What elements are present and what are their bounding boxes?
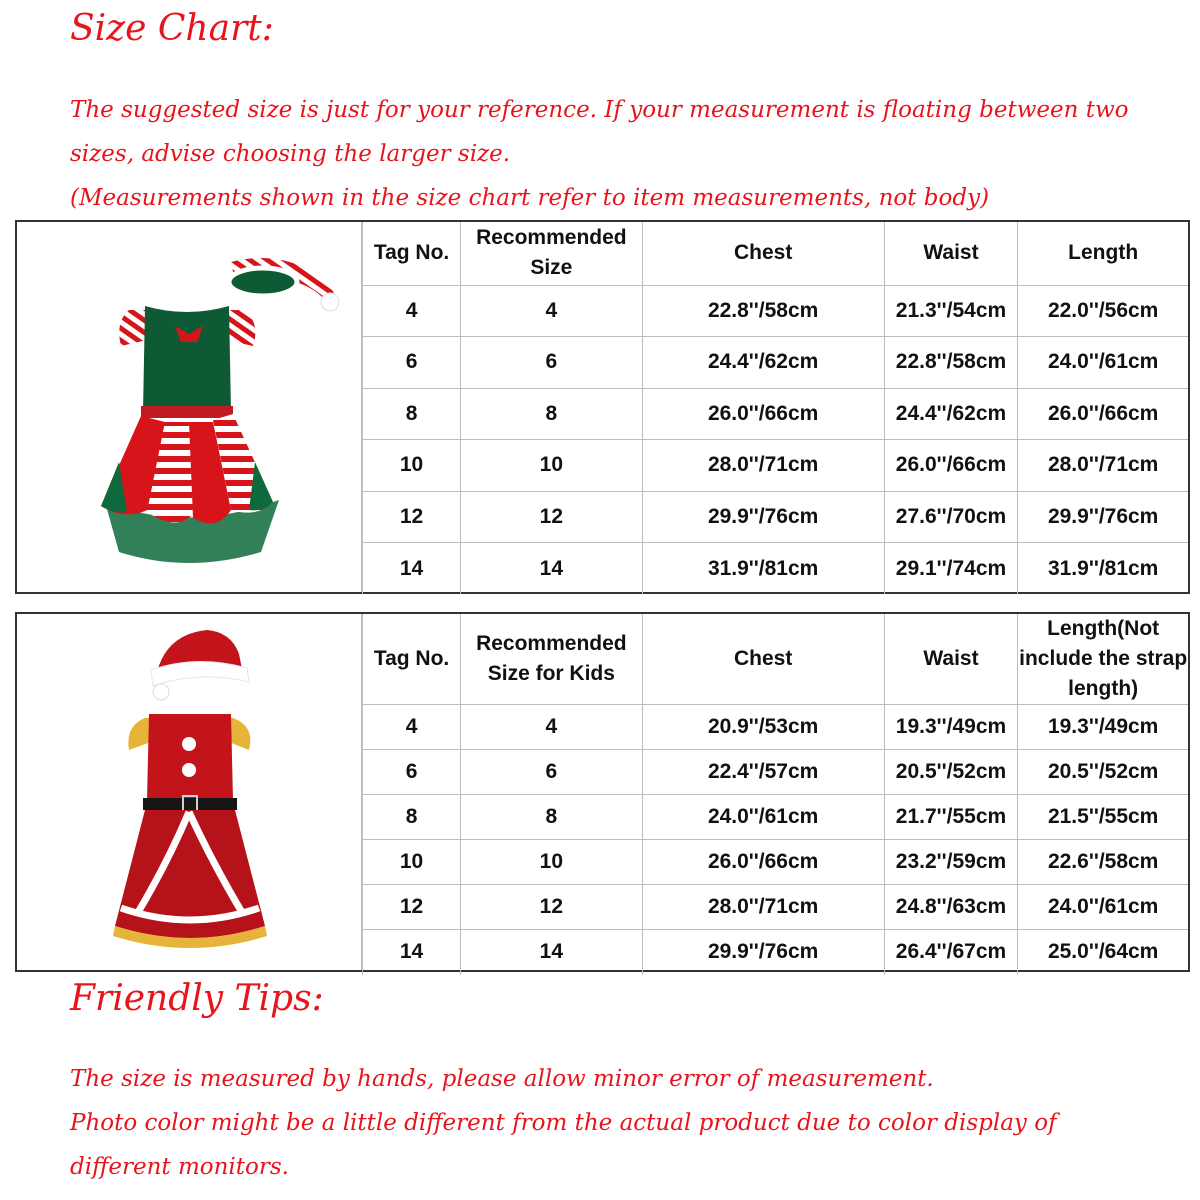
- size-chart-elf: [15, 220, 1190, 594]
- header-length: Length(Not include the strap length): [1018, 614, 1188, 705]
- cell-length: 31.9''/81cm: [1018, 543, 1188, 595]
- cell-waist: 24.8''/63cm: [884, 885, 1018, 930]
- table-row: [363, 885, 1189, 930]
- cell-length: 19.3''/49cm: [1018, 705, 1188, 750]
- cell-rec: 6: [461, 750, 643, 795]
- size-table-santa: [362, 614, 1188, 975]
- cell-rec: 10: [461, 840, 643, 885]
- table-row: [363, 543, 1189, 595]
- table-row: [363, 440, 1189, 492]
- cell-rec: 14: [461, 930, 643, 975]
- cell-chest: 22.8''/58cm: [642, 285, 884, 337]
- header-recommended-size: Recommended Size: [461, 222, 643, 285]
- tips-text-line-3: different monitors.: [70, 1154, 289, 1180]
- cell-length: 22.0''/56cm: [1018, 285, 1188, 337]
- cell-rec: 12: [461, 491, 643, 543]
- cell-chest: 29.9''/76cm: [642, 491, 884, 543]
- cell-length: 20.5''/52cm: [1018, 750, 1188, 795]
- cell-chest: 29.9''/76cm: [642, 930, 884, 975]
- cell-length: 21.5''/55cm: [1018, 795, 1188, 840]
- cell-tag: 14: [363, 543, 461, 595]
- size-chart-title: Size Chart:: [70, 8, 274, 49]
- intro-text-line-3: (Measurements shown in the size chart refer to item measurements, not body): [70, 185, 990, 211]
- cell-length: 24.0''/61cm: [1018, 885, 1188, 930]
- cell-rec: 6: [461, 337, 643, 389]
- header-chest: Chest: [642, 614, 884, 705]
- santa-dress-with-santa-hat-icon: [17, 614, 362, 970]
- cell-chest: 20.9''/53cm: [642, 705, 884, 750]
- cell-tag: 10: [363, 840, 461, 885]
- cell-waist: 19.3''/49cm: [884, 705, 1018, 750]
- table-header-row: [363, 222, 1189, 285]
- cell-waist: 26.4''/67cm: [884, 930, 1018, 975]
- cell-chest: 26.0''/66cm: [642, 388, 884, 440]
- size-table-elf: [362, 222, 1188, 594]
- cell-length: 28.0''/71cm: [1018, 440, 1188, 492]
- cell-tag: 10: [363, 440, 461, 492]
- cell-chest: 28.0''/71cm: [642, 885, 884, 930]
- product-image-cell: [17, 614, 362, 970]
- cell-tag: 12: [363, 491, 461, 543]
- table-row: [363, 388, 1189, 440]
- cell-rec: 12: [461, 885, 643, 930]
- table-row: [363, 795, 1189, 840]
- cell-rec: 4: [461, 705, 643, 750]
- cell-waist: 21.3''/54cm: [884, 285, 1018, 337]
- table-row: [363, 285, 1189, 337]
- cell-waist: 24.4''/62cm: [884, 388, 1018, 440]
- table-row: [363, 491, 1189, 543]
- cell-rec: 14: [461, 543, 643, 595]
- intro-text-line-1: The suggested size is just for your reference. If your measurement is floating between two: [70, 97, 1129, 123]
- cell-waist: 21.7''/55cm: [884, 795, 1018, 840]
- header-tag-no: Tag No.: [363, 222, 461, 285]
- cell-rec: 4: [461, 285, 643, 337]
- friendly-tips-title: Friendly Tips:: [70, 978, 324, 1019]
- cell-chest: 24.4''/62cm: [642, 337, 884, 389]
- cell-tag: 8: [363, 795, 461, 840]
- cell-waist: 27.6''/70cm: [884, 491, 1018, 543]
- cell-waist: 22.8''/58cm: [884, 337, 1018, 389]
- cell-length: 29.9''/76cm: [1018, 491, 1188, 543]
- intro-text-line-2: sizes, advise choosing the larger size.: [70, 141, 511, 167]
- cell-length: 25.0''/64cm: [1018, 930, 1188, 975]
- tips-text-line-2: Photo color might be a little different from the actual product due to color display of: [70, 1110, 1057, 1136]
- cell-tag: 8: [363, 388, 461, 440]
- cell-tag: 6: [363, 337, 461, 389]
- cell-length: 26.0''/66cm: [1018, 388, 1188, 440]
- cell-rec: 8: [461, 795, 643, 840]
- table-row: [363, 840, 1189, 885]
- cell-tag: 4: [363, 705, 461, 750]
- cell-chest: 24.0''/61cm: [642, 795, 884, 840]
- header-recommended-size: Recommended Size for Kids: [461, 614, 643, 705]
- cell-rec: 8: [461, 388, 643, 440]
- table-row: [363, 337, 1189, 389]
- table-row: [363, 750, 1189, 795]
- cell-rec: 10: [461, 440, 643, 492]
- header-waist: Waist: [884, 614, 1018, 705]
- cell-waist: 20.5''/52cm: [884, 750, 1018, 795]
- cell-tag: 12: [363, 885, 461, 930]
- table-header-row: [363, 614, 1189, 705]
- header-tag-no: Tag No.: [363, 614, 461, 705]
- cell-waist: 23.2''/59cm: [884, 840, 1018, 885]
- header-length: Length: [1018, 222, 1188, 285]
- cell-length: 22.6''/58cm: [1018, 840, 1188, 885]
- header-chest: Chest: [642, 222, 884, 285]
- tips-text-line-1: The size is measured by hands, please allow minor error of measurement.: [70, 1066, 934, 1092]
- size-chart-santa: [15, 612, 1190, 972]
- cell-tag: 4: [363, 285, 461, 337]
- cell-tag: 14: [363, 930, 461, 975]
- cell-chest: 28.0''/71cm: [642, 440, 884, 492]
- cell-length: 24.0''/61cm: [1018, 337, 1188, 389]
- cell-chest: 22.4''/57cm: [642, 750, 884, 795]
- table-row: [363, 705, 1189, 750]
- cell-waist: 29.1''/74cm: [884, 543, 1018, 595]
- table-row: [363, 930, 1189, 975]
- header-waist: Waist: [884, 222, 1018, 285]
- cell-chest: 31.9''/81cm: [642, 543, 884, 595]
- cell-chest: 26.0''/66cm: [642, 840, 884, 885]
- elf-dress-with-striped-hat-icon: [17, 222, 362, 592]
- product-image-cell: [17, 222, 362, 592]
- cell-tag: 6: [363, 750, 461, 795]
- cell-waist: 26.0''/66cm: [884, 440, 1018, 492]
